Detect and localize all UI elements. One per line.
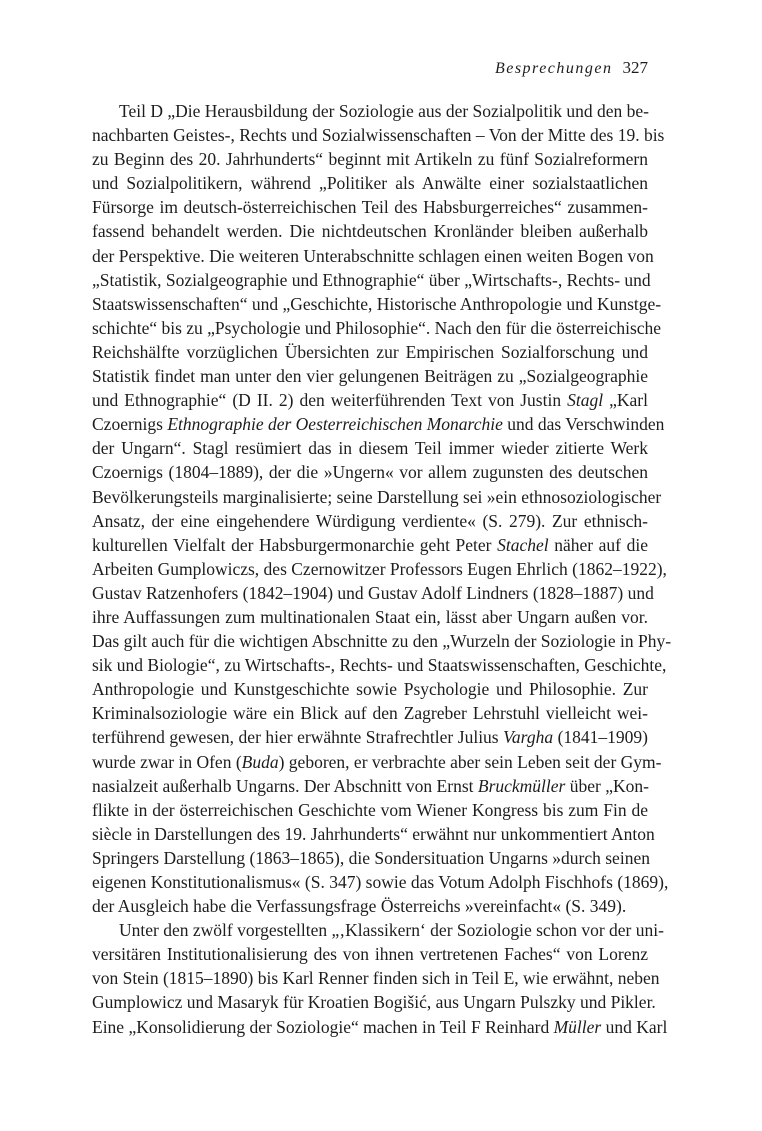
- text-line: siècle in Darstellungen des 19. Jahrhunderts“ erwähnt nur unkommentiert Anton: [92, 823, 655, 844]
- text-line: Ansatz, der eine eingehendere Würdigung verdiente« (S. 279). Zur ethnisch-: [92, 510, 648, 531]
- header-section-title: Besprechungen: [494, 60, 613, 77]
- text-line: Kriminalsoziologie wäre ein Blick auf den Zagreber Lehrstuhl vielleicht wei-: [92, 703, 648, 724]
- text-line: Fürsorge im deutsch-österreichischen Teil des Habsburgerreiches“ zusammen-: [92, 197, 648, 218]
- body-text: [92, 99, 672, 1039]
- text-line: nachbarten Geistes-, Rechts und Sozialwissenschaften – Von der Mitte des 19. bis: [92, 125, 665, 146]
- text-line: versitären Institutionalisierung des von ihnen vertretenen Faches“ von Lorenz: [92, 944, 648, 965]
- text-line: kulturellen Vielfalt der Habsburgermonarchie geht Peter Stachel näher auf die: [92, 534, 648, 555]
- text-line: Unter den zwölf vorgestellten „‚Klassikern‘ der Soziologie schon vor der uni-: [119, 920, 664, 941]
- text-line: nasialzeit außerhalb Ungarns. Der Abschnitt von Ernst Bruckmüller über „Kon-: [92, 775, 649, 796]
- text-line: und Ethnographie“ (D II. 2) den weiterführenden Text von Justin Stagl „Karl: [92, 390, 648, 411]
- running-header: [495, 58, 648, 79]
- text-line: Statistik findet man unter den vier gelungenen Beiträgen zu „Sozialgeographie: [92, 366, 648, 387]
- text-line: wurde zwar in Ofen (Buda) geboren, er verbrachte aber sein Leben seit der Gym-: [92, 751, 662, 772]
- text-line: flikte in der österreichischen Geschichte vom Wiener Kongress bis zum Fin de: [92, 799, 648, 820]
- text-line: „Statistik, Sozialgeographie und Ethnographie“ über „Wirtschafts-, Rechts- und: [92, 269, 651, 290]
- text-line: Staatswissenschaften“ und „Geschichte, Historische Anthropologie und Kunstge-: [92, 293, 662, 314]
- text-line: Bevölkerungsteils marginalisierte; seine Darstellung sei »ein ethnosoziologischer: [92, 486, 662, 507]
- text-line: ihre Auffassungen zum multinationalen Staat ein, lässt aber Ungarn außen vor.: [92, 606, 648, 627]
- text-line: eigenen Konstitutionalismus« (S. 347) sowie das Votum Adolph Fischhofs (1869),: [92, 872, 669, 892]
- text-line: Arbeiten Gumplowiczs, des Czernowitzer Professors Eugen Ehrlich (1862–1922),: [92, 558, 667, 579]
- text-line: der Ungarn“. Stagl resümiert das in diesem Teil immer wieder zitierte Werk: [92, 438, 648, 459]
- page-number: 327: [622, 58, 648, 77]
- text-line: der Ausgleich habe die Verfassungsfrage Österreichs »vereinfacht« (S. 349).: [92, 896, 627, 917]
- text-line: schichte“ bis zu „Psychologie und Philosophie“. Nach den für die österreichische: [92, 317, 662, 338]
- text-line: Anthropologie und Kunstgeschichte sowie Psychologie und Philosophie. Zur: [92, 679, 648, 700]
- text-line: Teil D „Die Herausbildung der Soziologie aus der Sozialpolitik und den be-: [119, 101, 649, 121]
- paragraph: [92, 918, 668, 1038]
- text-line: Gumplowicz und Masaryk für Kroatien Bogišić, aus Ungarn Pulszky und Pikler.: [92, 992, 656, 1013]
- text-line: Czoernigs (1804–1889), der die »Ungern« vor allem zugunsten des deutschen: [92, 462, 648, 483]
- text-line: Gustav Ratzenhofers (1842–1904) und Gustav Adolf Lindners (1828–1887) und: [92, 582, 654, 603]
- text-line: Czoernigs Ethnographie der Oesterreichischen Monarchie und das Verschwinden: [92, 414, 665, 435]
- text-line: von Stein (1815–1890) bis Karl Renner finden sich in Teil E, wie erwähnt, neben: [92, 968, 660, 989]
- text-line: zu Beginn des 20. Jahrhunderts“ beginnt mit Artikeln zu fünf Sozialreformern: [92, 149, 648, 170]
- text-line: der Perspektive. Die weiteren Unterabschnitte schlagen einen weiten Bogen von: [92, 245, 654, 266]
- text-line: fassend behandelt werden. Die nichtdeutschen Kronländer bleiben außerhalb: [92, 221, 648, 242]
- paragraph: [92, 99, 672, 918]
- text-line: Das gilt auch für die wichtigen Abschnitte zu den „Wurzeln der Soziologie in Phy-: [92, 631, 672, 652]
- text-line: Springers Darstellung (1863–1865), die Sondersituation Ungarns »durch seinen: [92, 847, 650, 868]
- text-line: sik und Biologie“, zu Wirtschafts-, Rechts- und Staatswissenschaften, Geschichte,: [92, 655, 667, 676]
- text-line: Reichshälfte vorzüglichen Übersichten zur Empirischen Sozialforschung und: [92, 341, 648, 362]
- text-line: und Sozialpolitikern, während „Politiker als Anwälte einer sozialstaatlichen: [92, 173, 648, 194]
- text-line: terführend gewesen, der hier erwähnte Strafrechtler Julius Vargha (1841–1909): [92, 727, 649, 748]
- text-line: Eine „Konsolidierung der Soziologie“ machen in Teil F Reinhard Müller und Karl: [92, 1016, 668, 1037]
